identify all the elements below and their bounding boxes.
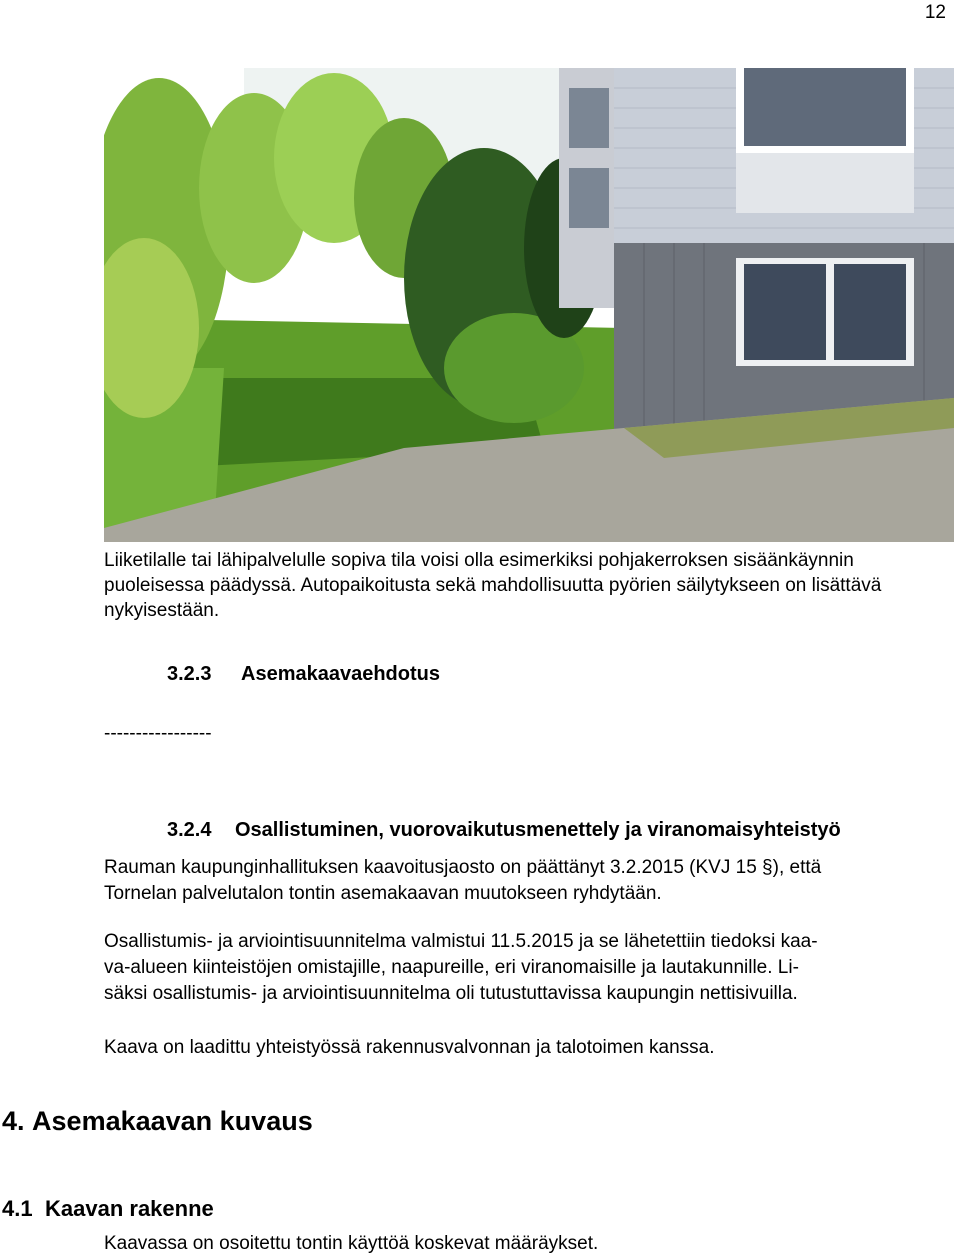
paragraph-line: säksi osallistumis- ja arviointisuunnitelma oli tutustuttavissa kaupungin nettisivuilla. xyxy=(104,983,798,1004)
caption-line: puoleisessa päädyssä. Autopaikoitusta sekä mahdollisuutta pyörien säilytykseen on lisättävä xyxy=(104,575,882,596)
paragraph-line: Osallistumis- ja arviointisuunnitelma valmistui 11.5.2015 ja se lähetettiin tiedoksi kaa- xyxy=(104,931,818,952)
section-heading-4 xyxy=(2,1106,313,1137)
dashed-separator: ----------------- xyxy=(104,723,212,744)
section-number: 4.1 xyxy=(2,1196,33,1221)
page-number: 12 xyxy=(924,2,946,23)
paragraph-participation xyxy=(104,929,949,1007)
paragraph-structure: Kaavassa on osoitettu tontin käyttöä koskevat määräykset. xyxy=(104,1233,599,1254)
photo-caption xyxy=(104,548,949,623)
section-heading-3-2-4 xyxy=(167,819,841,842)
photo-illustration xyxy=(104,68,954,542)
paragraph-line: Rauman kaupunginhallituksen kaavoitusjaosto on päättänyt 3.2.2015 (KVJ 15 §), että xyxy=(104,857,822,878)
section-title: Asemakaavaehdotus xyxy=(241,663,440,685)
caption-line: nykyisestään. xyxy=(104,600,220,621)
section-number: 3.2.3 xyxy=(167,663,212,685)
section-title: Kaavan rakenne xyxy=(45,1196,214,1221)
paragraph-decision xyxy=(104,855,949,907)
section-title: Osallistuminen, vuorovaikutusmenettely ja viranomaisyhteistyö xyxy=(235,819,841,841)
paragraph-cooperation: Kaava on laadittu yhteistyössä rakennusvalvonnan ja talotoimen kanssa. xyxy=(104,1037,715,1058)
section-heading-4-1 xyxy=(2,1196,214,1222)
building-photo xyxy=(104,68,954,542)
paragraph-line: Tornelan palvelutalon tontin asemakaavan muutokseen ryhdytään. xyxy=(104,883,662,904)
section-number: 4. xyxy=(2,1106,25,1136)
caption-line: Liiketilalle tai lähipalvelulle sopiva tila voisi olla esimerkiksi pohjakerroksen sisäänkäynnin xyxy=(104,550,854,571)
section-title: Asemakaavan kuvaus xyxy=(32,1106,313,1136)
section-number: 3.2.4 xyxy=(167,819,212,841)
paragraph-line: va-alueen kiinteistöjen omistajille, naapureille, eri viranomaisille ja lautakunnille. Li- xyxy=(104,957,799,978)
section-heading-3-2-3 xyxy=(167,663,440,686)
